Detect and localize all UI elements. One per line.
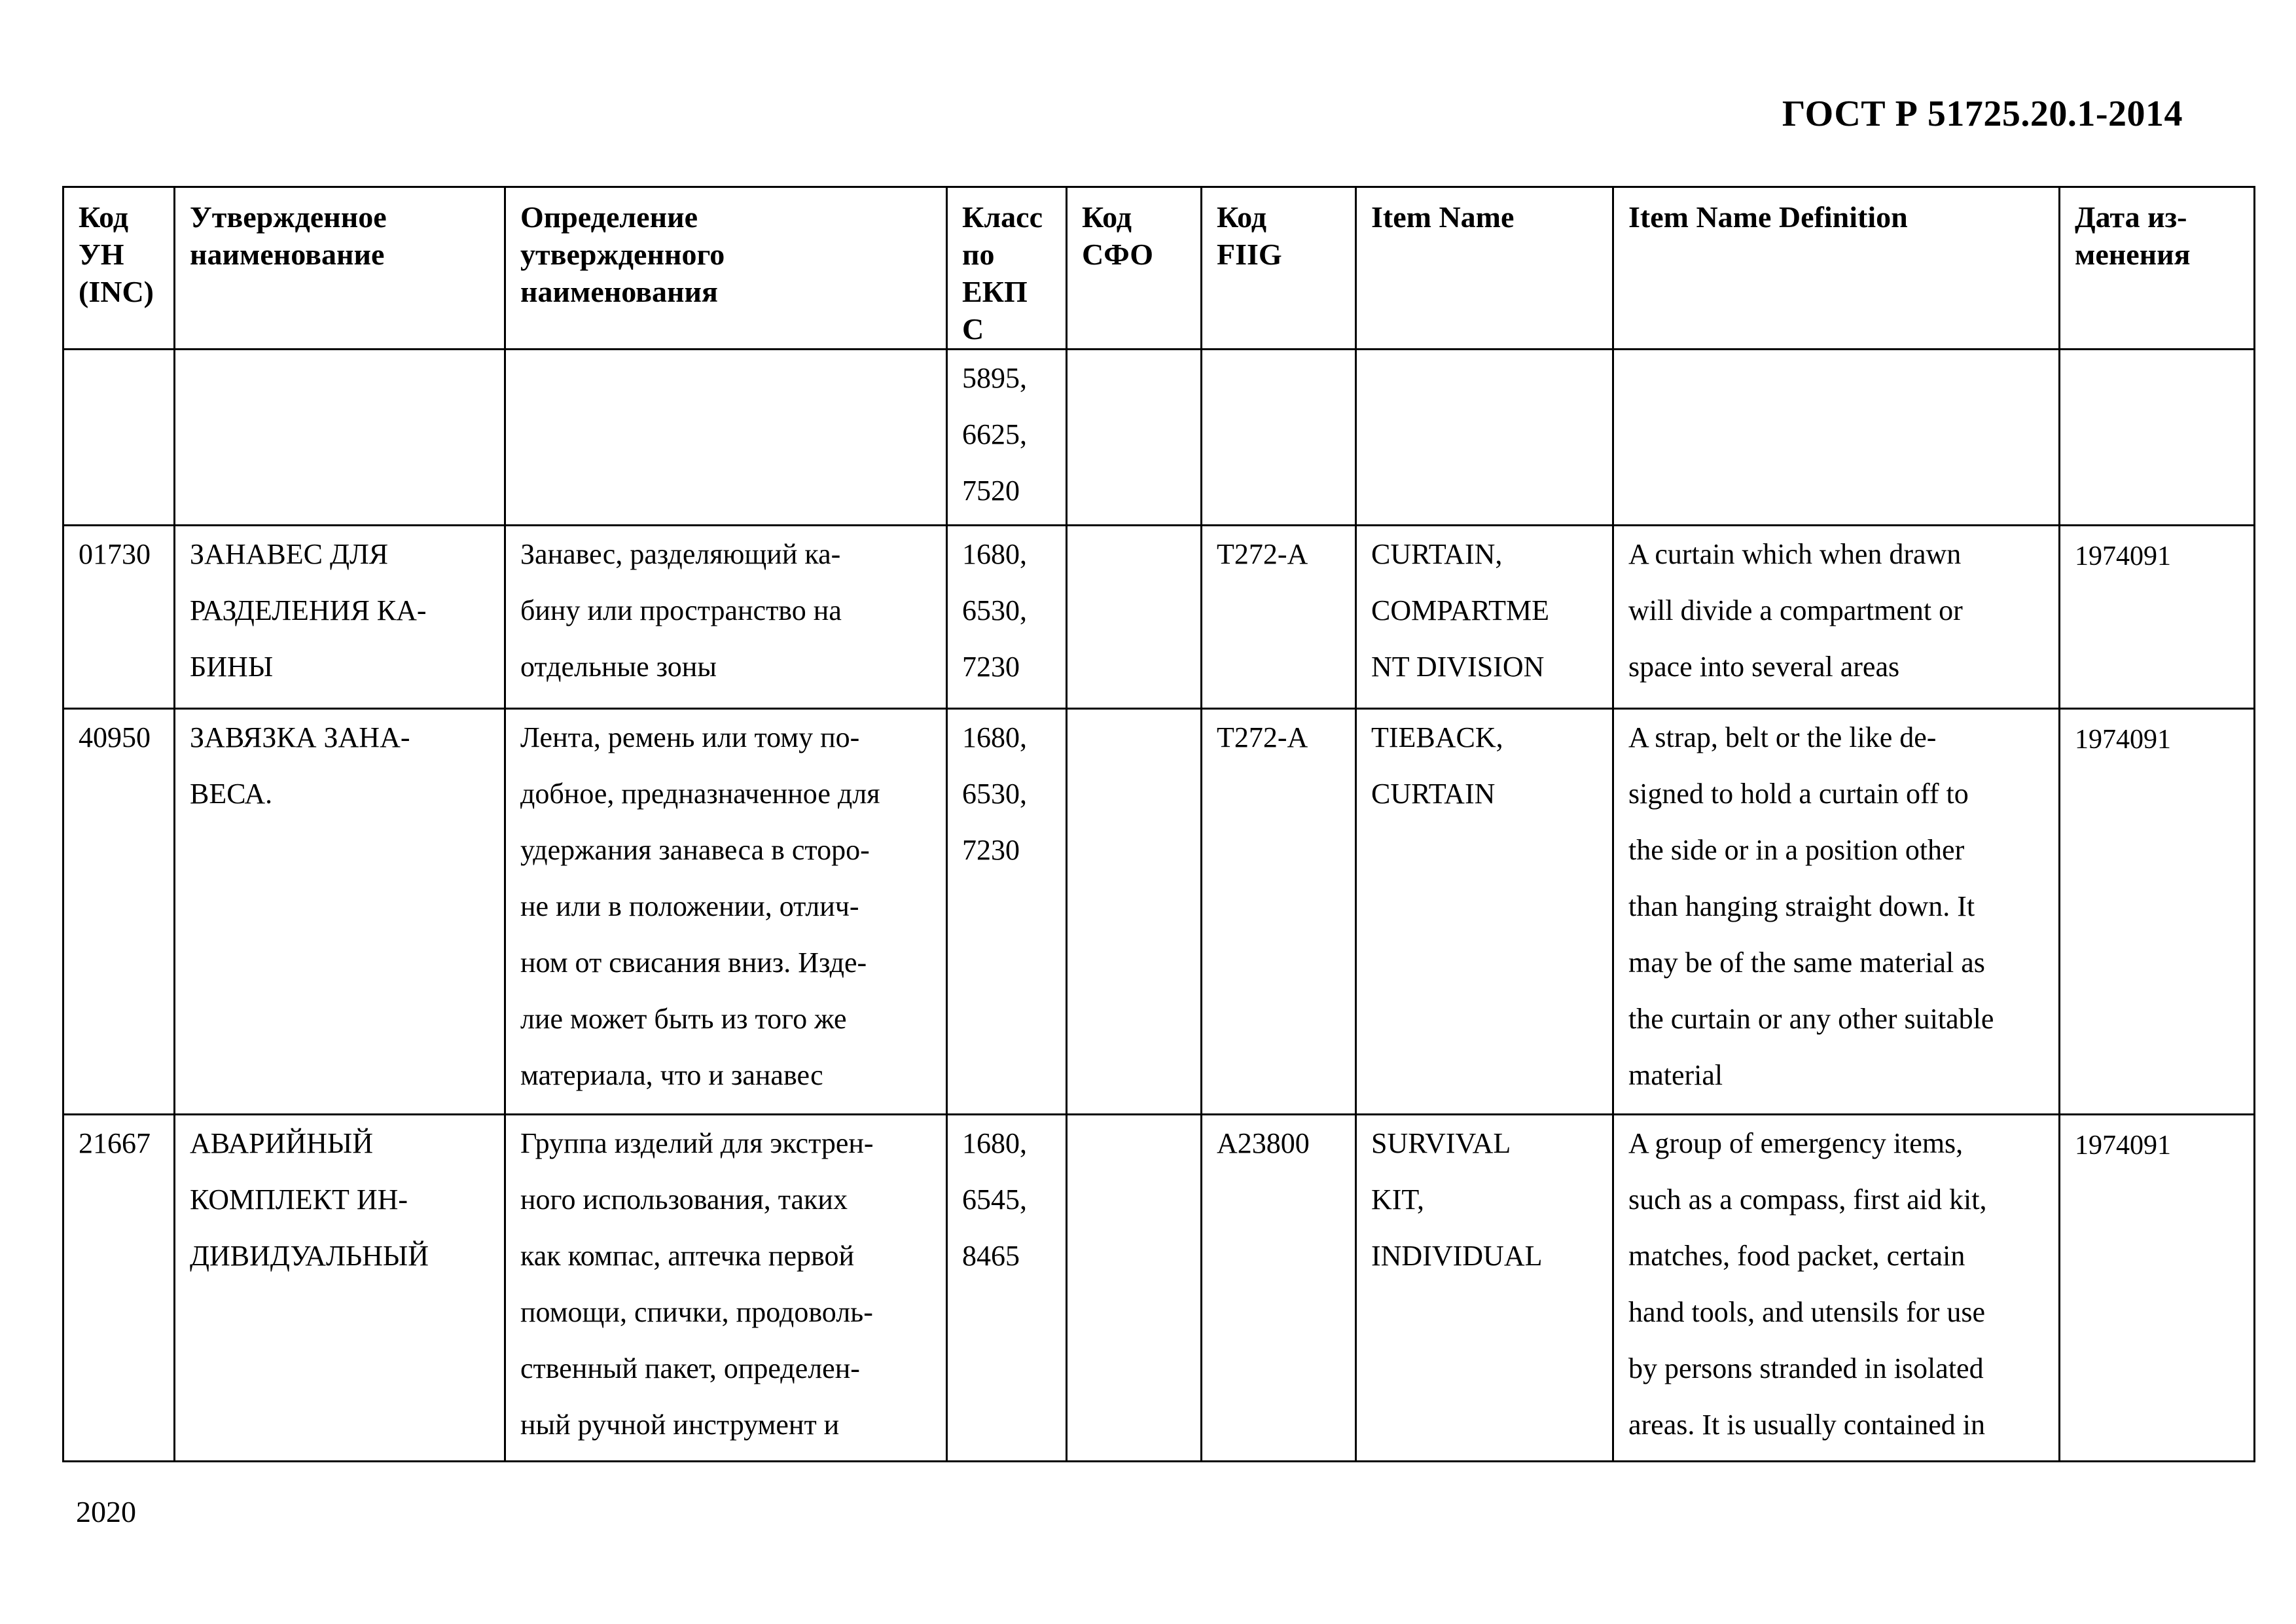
item-definition-cell [1613, 350, 2060, 526]
cell-line: CURTAIN, [1371, 538, 1503, 570]
column-header-line: Класс [962, 200, 1043, 234]
column-header-line: (INC) [79, 275, 154, 308]
cell-line: the side or in a position other [1628, 834, 1965, 866]
inc-cell [63, 1115, 175, 1462]
cell-value: 1974091 [2075, 725, 2171, 755]
cell-value: 1974091 [2075, 541, 2171, 571]
column-header-fiig [1202, 187, 1356, 350]
item-name-cell [1356, 350, 1613, 526]
inc-cell [63, 526, 175, 709]
column-header-line: Определение [520, 200, 698, 234]
column-header-line: Код [1217, 200, 1267, 234]
class-cell [947, 1115, 1067, 1462]
cell-line: COMPARTME [1371, 594, 1550, 626]
column-header-line: Item Name [1371, 200, 1515, 234]
cell-line: TIEBACK, [1371, 721, 1503, 753]
cell-line: 1680, [962, 1127, 1027, 1159]
table-row [63, 709, 2255, 1115]
approved-name-cell [175, 526, 505, 709]
cell-line: 6625, [962, 418, 1027, 450]
item-name-cell [1356, 709, 1613, 1115]
cell-line: than hanging straight down. It [1628, 890, 1975, 922]
cell-line: CURTAIN [1371, 778, 1496, 810]
column-header-date [2060, 187, 2255, 350]
column-header-definition [505, 187, 947, 350]
column-header-line: Код [1082, 200, 1132, 234]
item-definition-cell [1613, 526, 2060, 709]
cell-value: T272-A [1217, 538, 1308, 570]
column-header-line: менения [2075, 238, 2191, 271]
column-header-sfo [1067, 187, 1202, 350]
cell-line: SURVIVAL [1371, 1127, 1511, 1159]
date-cell [2060, 1115, 2255, 1462]
cell-line: РАЗДЕЛЕНИЯ КА- [190, 594, 427, 626]
column-header-line: ЕКП [962, 275, 1028, 308]
cell-line: A group of emergency items, [1628, 1127, 1964, 1159]
page-number: 2020 [76, 1495, 136, 1528]
cell-line: материала, что и занавес [520, 1059, 823, 1091]
approved-name-cell [175, 709, 505, 1115]
column-header-line: Дата из- [2075, 200, 2187, 234]
cell-value: 01730 [79, 538, 151, 570]
definition-cell [505, 1115, 947, 1462]
column-header-line: наименования [520, 275, 718, 308]
cell-line: 8465 [962, 1240, 1020, 1272]
cell-line: signed to hold a curtain off to [1628, 778, 1969, 810]
column-header-line: Код [79, 200, 129, 234]
cell-line: АВАРИЙНЫЙ [190, 1127, 374, 1159]
column-header-line: УН [79, 238, 124, 271]
column-header-inc [63, 187, 175, 350]
column-header-line: Утвержденное [190, 200, 387, 234]
column-header-line: утвержденного [520, 238, 725, 271]
cell-line: ный ручной инструмент и [520, 1409, 840, 1441]
cell-line: material [1628, 1059, 1723, 1091]
column-header-line: наименование [190, 238, 385, 271]
sfo-cell [1067, 350, 1202, 526]
cell-line: will divide a compartment or [1628, 594, 1963, 626]
item-name-cell [1356, 1115, 1613, 1462]
cell-line: ного использования, таких [520, 1183, 848, 1216]
cell-value: 1974091 [2075, 1130, 2171, 1161]
item-name-cell [1356, 526, 1613, 709]
column-header-line: Item Name Definition [1628, 200, 1908, 234]
cell-line: areas. It is usually contained in [1628, 1409, 1985, 1441]
fiig-cell [1202, 350, 1356, 526]
cell-value: T272-A [1217, 721, 1308, 753]
cell-line: KIT, [1371, 1183, 1425, 1216]
cell-line: 6530, [962, 594, 1027, 626]
cell-line: A strap, belt or the like de- [1628, 721, 1937, 753]
cell-line: ЗАВЯЗКА ЗАНА- [190, 721, 410, 753]
cell-line: отдельные зоны [520, 651, 717, 683]
item-definition-cell [1613, 709, 2060, 1115]
class-cell [947, 709, 1067, 1115]
inc-cell [63, 709, 175, 1115]
cell-line: не или в положении, отлич- [520, 890, 859, 922]
cell-line: Занавес, разделяющий ка- [520, 538, 841, 570]
cell-line: удержания занавеса в сторо- [520, 834, 870, 866]
item-name-table [62, 186, 2255, 1462]
cell-line: 1680, [962, 538, 1027, 570]
cell-line: the curtain or any other suitable [1628, 1003, 1994, 1035]
cell-line: ЗАНАВЕС ДЛЯ [190, 538, 389, 570]
sfo-cell [1067, 709, 1202, 1115]
cell-line: ВЕСА. [190, 778, 273, 810]
date-cell [2060, 350, 2255, 526]
column-header-class [947, 187, 1067, 350]
cell-line: как компас, аптечка первой [520, 1240, 854, 1272]
cell-line: ном от свисания вниз. Изде- [520, 947, 867, 979]
cell-line: Лента, ремень или тому по- [520, 721, 860, 753]
column-header-line: по [962, 238, 995, 271]
column-header-line: FIIG [1217, 238, 1282, 271]
cell-line: 5895, [962, 362, 1027, 394]
table-body [63, 350, 2255, 1462]
date-cell [2060, 526, 2255, 709]
item-definition-cell [1613, 1115, 2060, 1462]
date-cell [2060, 709, 2255, 1115]
cell-line: space into several areas [1628, 651, 1900, 683]
cell-line: Группа изделий для экстрен- [520, 1127, 874, 1159]
fiig-cell [1202, 709, 1356, 1115]
cell-line: лие может быть из того же [520, 1003, 847, 1035]
cell-line: ДИВИДУАЛЬНЫЙ [190, 1240, 429, 1272]
column-header-approved-name [175, 187, 505, 350]
inc-cell [63, 350, 175, 526]
cell-line: 7520 [962, 475, 1020, 507]
class-cell [947, 350, 1067, 526]
cell-line: 7230 [962, 834, 1020, 866]
cell-value: 40950 [79, 721, 151, 753]
column-header-item-name [1356, 187, 1613, 350]
cell-line: such as a compass, first aid kit, [1628, 1183, 1987, 1216]
table-row [63, 526, 2255, 709]
sfo-cell [1067, 526, 1202, 709]
cell-line: КОМПЛЕКТ ИН- [190, 1183, 408, 1216]
definition-cell [505, 709, 947, 1115]
sfo-cell [1067, 1115, 1202, 1462]
cell-line: by persons stranded in isolated [1628, 1352, 1984, 1384]
cell-line: 7230 [962, 651, 1020, 683]
cell-line: 6530, [962, 778, 1027, 810]
cell-line: БИНЫ [190, 651, 274, 683]
cell-line: hand tools, and utensils for use [1628, 1296, 1986, 1328]
approved-name-cell [175, 1115, 505, 1462]
cell-line: 6545, [962, 1183, 1027, 1216]
document-code: ГОСТ Р 51725.20.1-2014 [1782, 94, 2183, 134]
class-cell [947, 526, 1067, 709]
fiig-cell [1202, 1115, 1356, 1462]
cell-line: добное, предназначенное для [520, 778, 880, 810]
column-header-line: СФО [1082, 238, 1154, 271]
column-header-item-definition [1613, 187, 2060, 350]
definition-cell [505, 526, 947, 709]
approved-name-cell [175, 350, 505, 526]
cell-line: matches, food packet, certain [1628, 1240, 1965, 1272]
cell-line: NT DIVISION [1371, 651, 1545, 683]
cell-value: 21667 [79, 1127, 151, 1159]
cell-line: A curtain which when drawn [1628, 538, 1962, 570]
cell-value: A23800 [1217, 1127, 1310, 1159]
table-row [63, 350, 2255, 526]
table-header-row [63, 187, 2255, 350]
cell-line: бину или пространство на [520, 594, 842, 626]
cell-value [2075, 350, 2239, 362]
table-row [63, 1115, 2255, 1462]
cell-line: may be of the same material as [1628, 947, 1985, 979]
column-header-line: С [962, 312, 984, 346]
cell-line: 1680, [962, 721, 1027, 753]
cell-line: помощи, спички, продоволь- [520, 1296, 873, 1328]
definition-cell [505, 350, 947, 526]
cell-line: ственный пакет, определен- [520, 1352, 860, 1384]
fiig-cell [1202, 526, 1356, 709]
cell-line: INDIVIDUAL [1371, 1240, 1543, 1272]
